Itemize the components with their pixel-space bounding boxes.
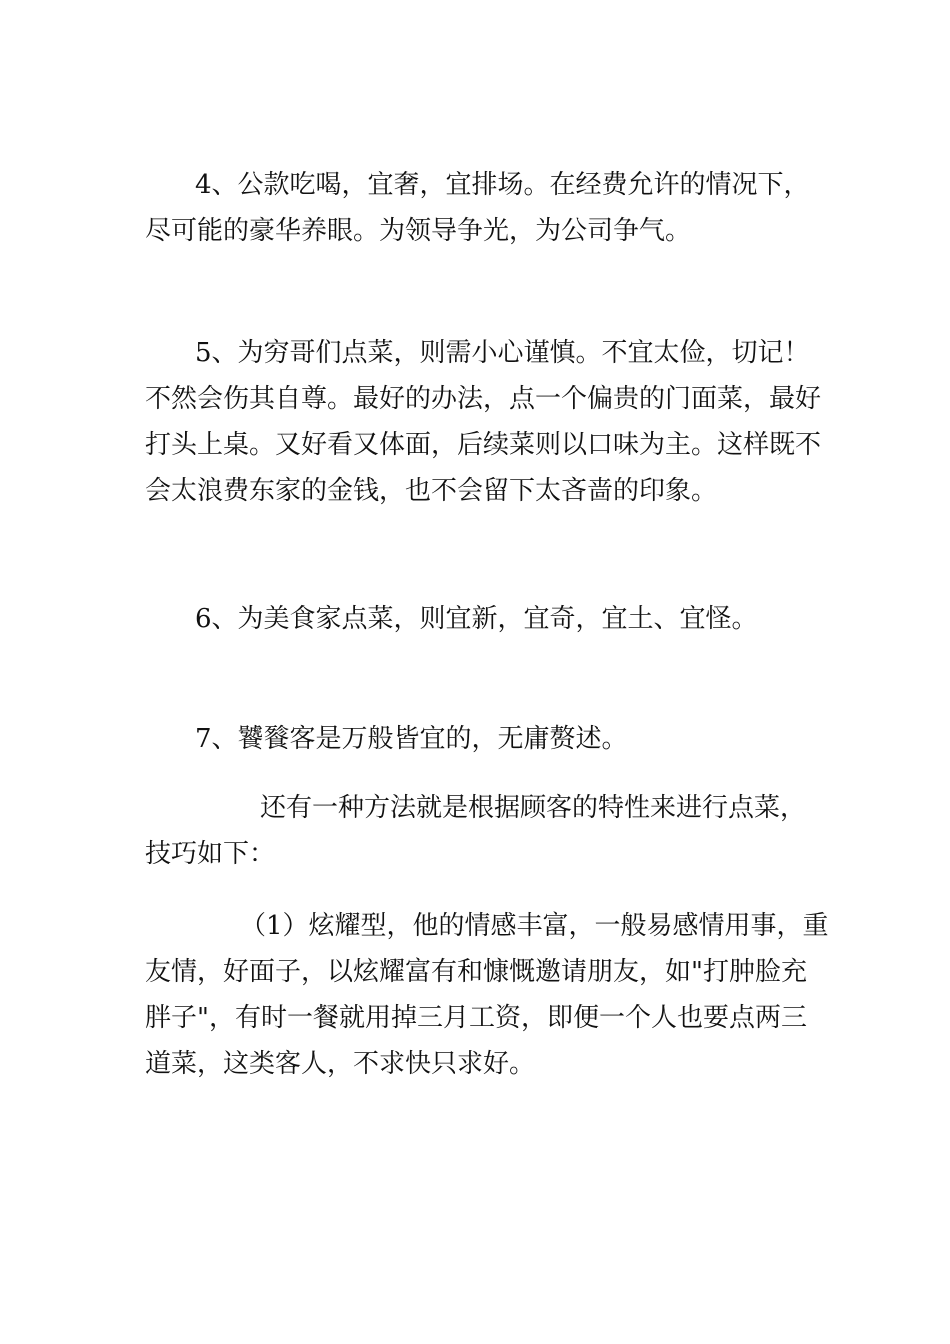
paragraph-line: 5、为穷哥们点菜，则需小心谨慎。不宜太俭，切记！: [195, 338, 810, 368]
paragraph-4: [145, 162, 810, 254]
paragraph-line: 胖子"，有时一餐就用掉三月工资，即便一个人也要点两三: [145, 1003, 807, 1033]
paragraph-5: [145, 330, 822, 514]
paragraph-line: 4、公款吃喝，宜奢，宜排场。在经费允许的情况下，: [195, 170, 810, 200]
paragraph-9: [145, 903, 829, 1087]
paragraph-line: 会太浪费东家的金钱，也不会留下太吝啬的印象。: [145, 476, 718, 506]
paragraph-line: 打头上桌。又好看又体面，后续菜则以口味为主。这样既不: [145, 430, 822, 460]
paragraph-7: [145, 716, 810, 762]
paragraph-line: 友情，好面子，以炫耀富有和慷慨邀请朋友，如"打肿脸充: [145, 957, 807, 987]
paragraph-line: 7、饕餮客是万般皆宜的，无庸赘述。: [195, 724, 628, 754]
paragraph-6: [145, 596, 810, 642]
paragraph-line: 还有一种方法就是根据顾客的特性来进行点菜，: [260, 793, 807, 823]
paragraph-line: 技巧如下：: [145, 839, 276, 869]
paragraph-8: [145, 785, 810, 877]
paragraph-line: 不然会伤其自尊。最好的办法，点一个偏贵的门面菜，最好: [145, 384, 822, 414]
paragraph-line: 道菜，这类客人，不求快只求好。: [145, 1049, 536, 1079]
paragraph-line: 6、为美食家点菜，则宜新，宜奇，宜土、宜怪。: [195, 604, 758, 634]
paragraph-line: 尽可能的豪华养眼。为领导争光，为公司争气。: [145, 216, 692, 246]
paragraph-line: （1）炫耀型，他的情感丰富，一般易感情用事，重: [240, 911, 829, 941]
